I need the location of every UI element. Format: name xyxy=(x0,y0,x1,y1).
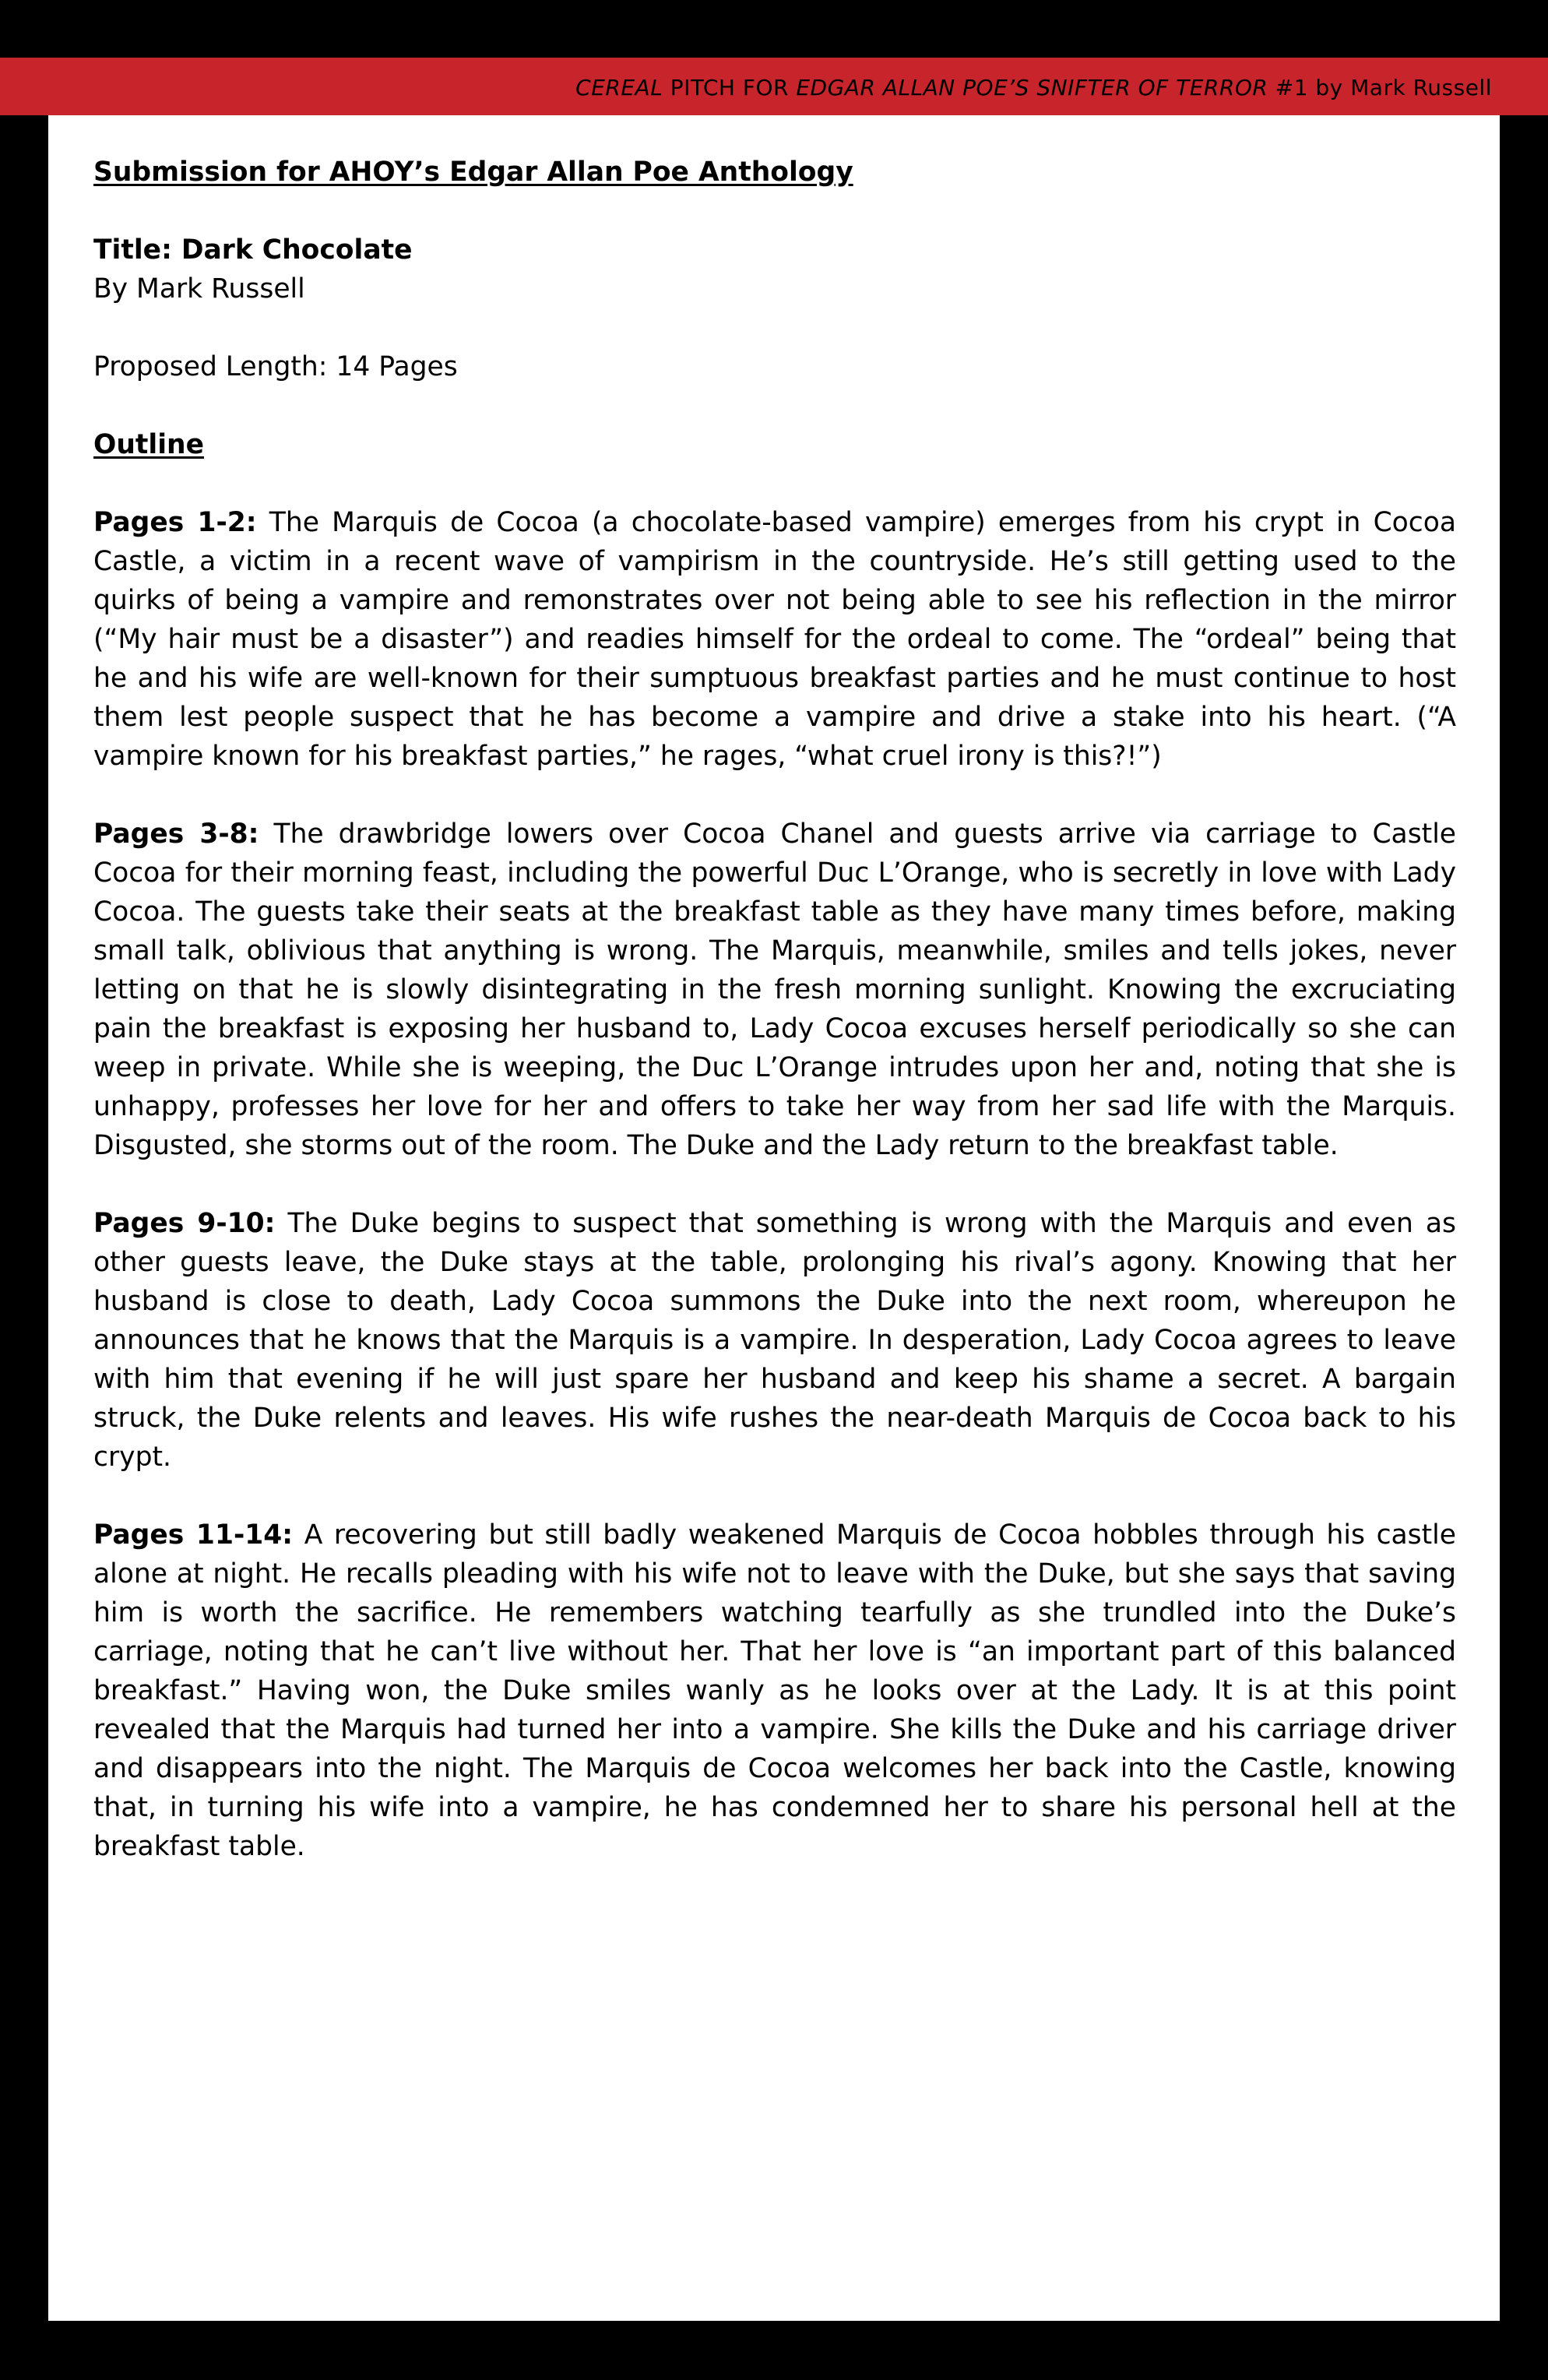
byline: By Mark Russell xyxy=(93,273,305,305)
story-title: Title: Dark Chocolate xyxy=(93,234,413,266)
header-issue-author: #1 by Mark Russell xyxy=(1268,75,1492,100)
outline-pages-9-10 xyxy=(93,1204,1456,1477)
outline-pages-1-2 xyxy=(93,503,1456,776)
proposed-length: Proposed Length: 14 Pages xyxy=(93,351,458,382)
header-pitch-for: PITCH FOR xyxy=(663,75,797,100)
outline-text: The Marquis de Cocoa (a chocolate-based vampire) emerges from his crypt in Cocoa Castle, a victim in a recent wave of vampirism in the countryside. He’s still getting used to the quirks of being a vampire and remonstrates over not being able to see his reflection in the mirror (“My hair must be a disaster”) and readies himself for the ordeal to come. The “ordeal” being that he and his wife are well-known for their sumptuous breakfast parties and he must continue to host them lest people suspect that he has become a vampire and drive a stake into his heart. (“A vampire known for his breakfast parties,” he rages, “what cruel irony is this?!”) xyxy=(93,507,1456,772)
outline-label: Pages 3-8: xyxy=(93,819,259,850)
document-page xyxy=(48,115,1500,2321)
outline-label: Pages 1-2: xyxy=(93,507,257,538)
outline-pages-3-8 xyxy=(93,815,1456,1165)
outline-label: Pages 11-14: xyxy=(93,1519,294,1551)
header-bar xyxy=(0,58,1548,115)
header-cereal: CEREAL xyxy=(575,75,663,100)
outline-text: The Duke begins to suspect that something is wrong with the Marquis and even as other guests leave, the Duke stays at the table, prolonging his rival’s agony. Knowing that her husband is close to death, Lady Cocoa summons the Duke into the next room, whereupon he announces that he knows that the Marquis is a vampire. In desperation, Lady Cocoa agrees to leave with him that evening if he will just spare her husband and keep his shame a secret. A bargain struck, the Duke relents and leaves. His wife rushes the near-death Marquis de Cocoa back to his crypt. xyxy=(93,1208,1456,1473)
document-body xyxy=(93,153,1456,1866)
running-header xyxy=(575,75,1492,100)
outline-text: The drawbridge lowers over Cocoa Chanel and guests arrive via carriage to Castle Cocoa for their morning feast, including the powerful Duc L’Orange, who is secretly in love with Lady Cocoa. The guests take their seats at the breakfast table as they have many times before, making small talk, oblivious that anything is wrong. The Marquis, meanwhile, smiles and tells jokes, never letting on that he is slowly disintegrating in the fresh morning sunlight. Knowing the excruciating pain the breakfast is exposing her husband to, Lady Cocoa excuses herself periodically so she can weep in private. While she is weeping, the Duc L’Orange intrudes upon her and, noting that she is unhappy, professes her love for her and offers to take her way from her sad life with the Marquis. Disgusted, she storms out of the room. The Duke and the Lady return to the breakfast table. xyxy=(93,819,1457,1161)
outline-pages-11-14 xyxy=(93,1516,1456,1866)
outline-text: A recovering but still badly weakened Marquis de Cocoa hobbles through his castle alone at night. He recalls pleading with his wife not to leave with the Duke, but she says that saving him is worth the sacrifice. He remembers watching tearfully as she trundled into the Duke’s carriage, noting that he can’t live without her. That her love is “an important part of this balanced breakfast.” Having won, the Duke smiles wanly as he looks over at the Lady. It is at this point revealed that the Marquis had turned her into a vampire. She kills the Duke and his carriage driver and disappears into the night. The Marquis de Cocoa welcomes her back into the Castle, knowing that, in turning his wife into a vampire, he has condemned her to share his personal hell at the breakfast table. xyxy=(93,1519,1456,1862)
submission-heading: Submission for AHOY’s Edgar Allan Poe Anthology xyxy=(93,157,853,188)
outline-label: Pages 9-10: xyxy=(93,1208,276,1239)
header-series-title: EDGAR ALLAN POE’S SNIFTER OF TERROR xyxy=(796,75,1268,100)
outline-heading: Outline xyxy=(93,429,204,460)
